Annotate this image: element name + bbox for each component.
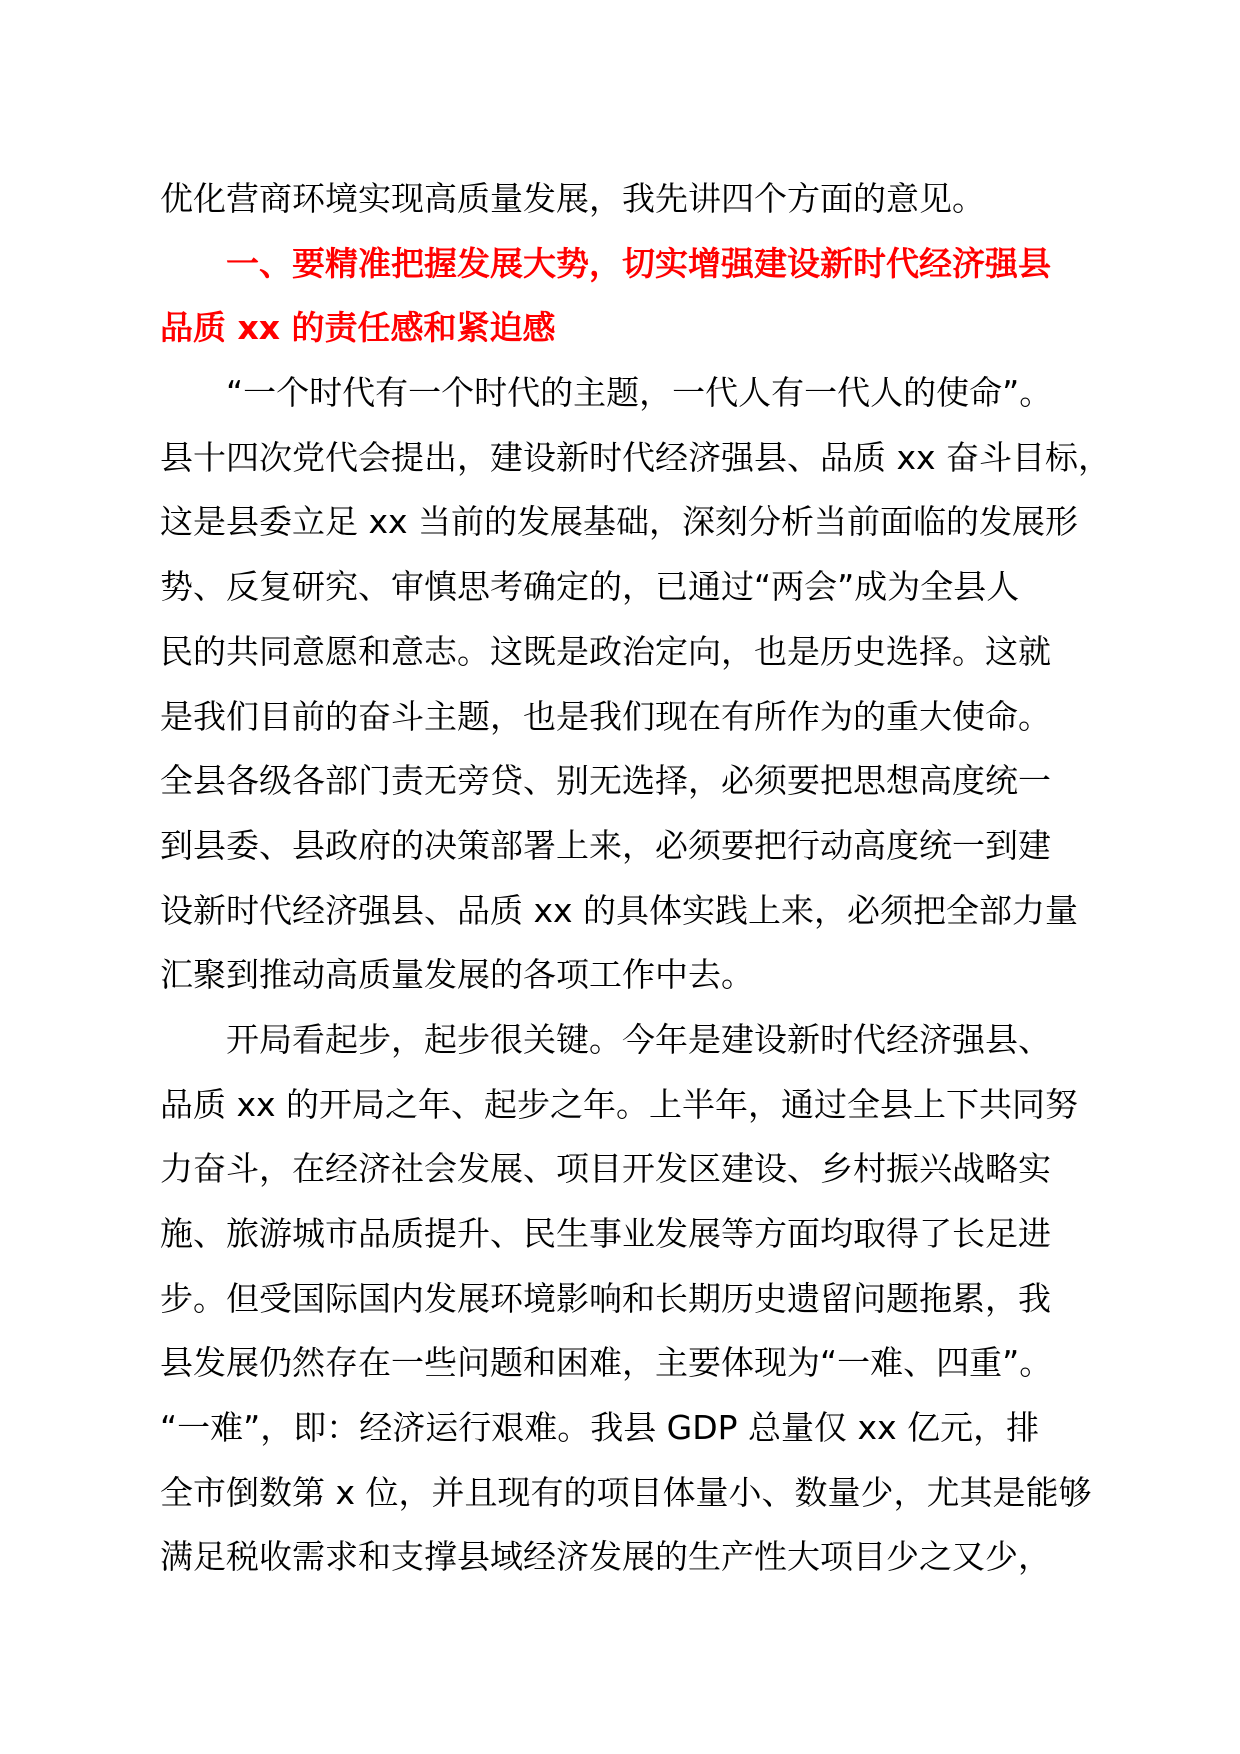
text-line: 全市倒数第 x 位，并且现有的项目体量小、数量少，尤其是能够 [160,1472,1092,1512]
text-line: 势、反复研究、审慎思考确定的，已通过“两会”成为全县人 [160,567,1020,607]
paragraph-opening-start [160,1008,1120,1590]
text-line: 民的共同意愿和意志。这既是政治定向，也是历史选择。这就 [160,631,1051,671]
text-line: 开局看起步，起步很关键。今年是建设新时代经济强县、 [226,1019,1051,1059]
heading-line: 一、要精准把握发展大势，切实增强建设新时代经济强县 [226,243,1051,283]
document-body [160,167,1120,1590]
paragraph-era-theme [160,361,1120,1008]
text-line: 县十四次党代会提出，建设新时代经济强县、品质 xx 奋斗目标， [160,437,1112,477]
text-line: 施、旅游城市品质提升、民生事业发展等方面均取得了长足进 [160,1214,1051,1253]
text-line: 是我们目前的奋斗主题，也是我们现在有所作为的重大使命。 [160,696,1051,736]
heading-line: 品质 xx 的责任感和紧迫感 [160,308,556,348]
text-line: 到县委、县政府的决策部署上来，必须要把行动高度统一到建 [160,825,1051,865]
text-line: 全县各级各部门责无旁贷、别无选择，必须要把思想高度统一 [160,761,1051,801]
text-line: 这是县委立足 xx 当前的发展基础，深刻分析当前面临的发展形 [160,502,1079,542]
text-line: 步。但受国际国内发展环境影响和长期历史遗留问题拖累，我 [160,1278,1051,1318]
text-line: “一难”，即：经济运行艰难。我县 GDP 总量仅 xx 亿元，排 [160,1408,1040,1448]
text-line: 县发展仍然存在一些问题和困难，主要体现为“一难、四重”。 [160,1343,1053,1383]
section-heading-1 [160,232,1120,361]
text-line: 汇聚到推动高质量发展的各项工作中去。 [160,955,754,995]
paragraph-intro-continuation [160,167,1120,232]
text-line: 设新时代经济强县、品质 xx 的具体实践上来，必须把全部力量 [160,890,1079,930]
text-line: 品质 xx 的开局之年、起步之年。上半年，通过全县上下共同努 [160,1084,1079,1124]
text-line: 优化营商环境实现高质量发展，我先讲四个方面的意见。 [160,179,985,218]
text-line: 满足税收需求和支撑县域经济发展的生产性大项目少之又少， [160,1537,1051,1577]
text-line: 力奋斗，在经济社会发展、项目开发区建设、乡村振兴战略实 [160,1149,1051,1189]
text-line: “一个时代有一个时代的主题，一代人有一代人的使命”。 [226,373,1053,413]
